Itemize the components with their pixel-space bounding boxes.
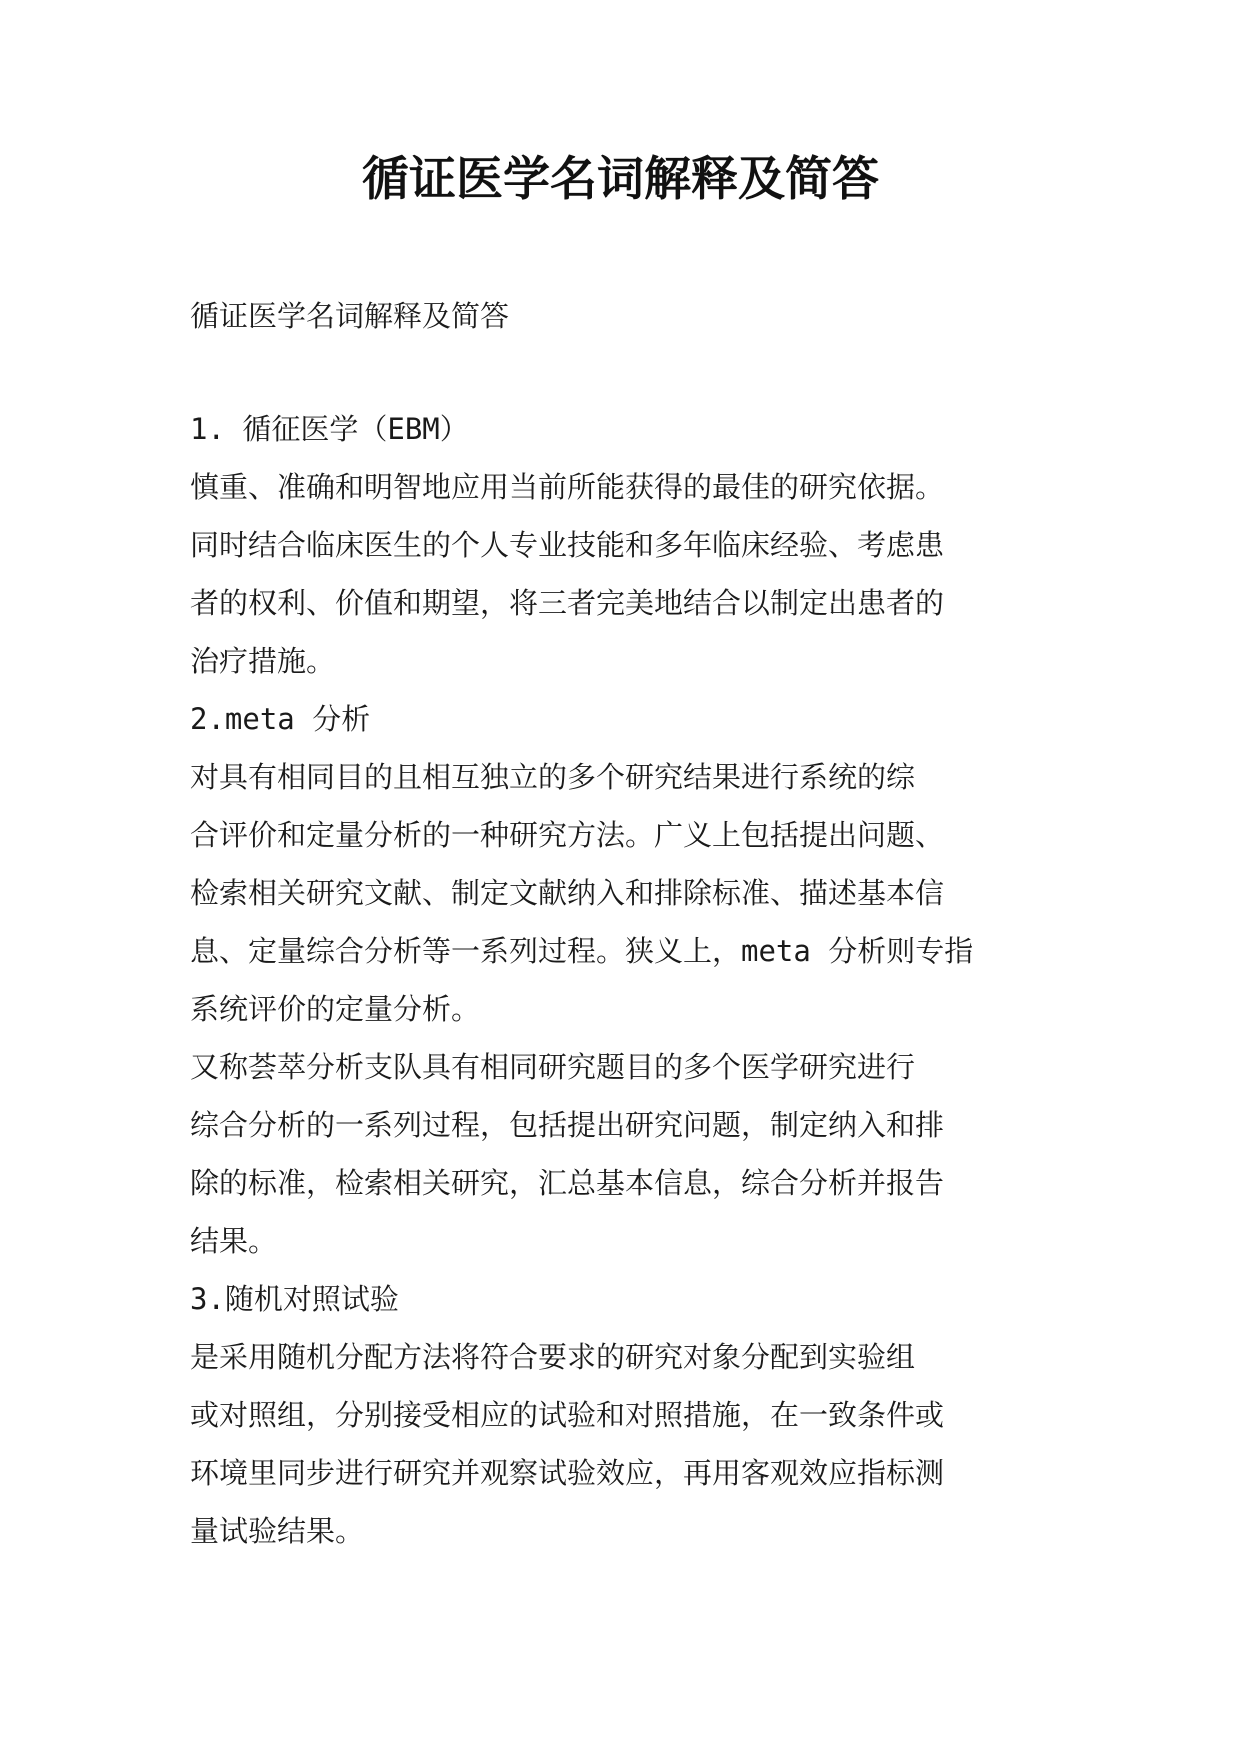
paragraph-line: 同时结合临床医生的个人专业技能和多年临床经验、考虑患 <box>190 528 945 562</box>
paragraph-line: 环境里同步进行研究并观察试验效应，再用客观效应指标测 <box>190 1456 945 1490</box>
section-heading-ebm: 1. 循征医学（EBM） <box>190 412 469 446</box>
paragraph-line: 除的标准，检索相关研究，汇总基本信息，综合分析并报告 <box>190 1166 945 1200</box>
section-heading-meta: 2.meta 分析 <box>190 702 371 736</box>
paragraph-line: 检索相关研究文献、制定文献纳入和排除标准、描述基本信 <box>190 876 945 910</box>
document-title: 循证医学名词解释及简答 <box>362 152 879 207</box>
paragraph-line: 息、定量综合分析等一系列过程。狭义上，meta 分析则专指 <box>190 934 974 968</box>
document-subtitle: 循证医学名词解释及简答 <box>190 299 510 333</box>
paragraph-line: 量试验结果。 <box>190 1514 365 1548</box>
paragraph-line: 综合分析的一系列过程，包括提出研究问题，制定纳入和排 <box>190 1108 945 1142</box>
paragraph-line: 慎重、准确和明智地应用当前所能获得的最佳的研究依据。 <box>190 470 945 504</box>
paragraph-line: 系统评价的定量分析。 <box>190 992 481 1026</box>
paragraph-line: 结果。 <box>190 1224 278 1258</box>
paragraph-line: 又称荟萃分析支队具有相同研究题目的多个医学研究进行 <box>190 1050 916 1084</box>
paragraph-line: 是采用随机分配方法将符合要求的研究对象分配到实验组 <box>190 1340 916 1374</box>
section-heading-rct: 3.随机对照试验 <box>190 1282 399 1316</box>
paragraph-line: 者的权利、价值和期望，将三者完美地结合以制定出患者的 <box>190 586 945 620</box>
paragraph-line: 治疗措施。 <box>190 644 336 678</box>
paragraph-line: 合评价和定量分析的一种研究方法。广义上包括提出问题、 <box>190 818 945 852</box>
paragraph-line: 或对照组，分别接受相应的试验和对照措施，在一致条件或 <box>190 1398 945 1432</box>
document-body <box>190 400 1070 1560</box>
paragraph-line: 对具有相同目的且相互独立的多个研究结果进行系统的综 <box>190 760 916 794</box>
